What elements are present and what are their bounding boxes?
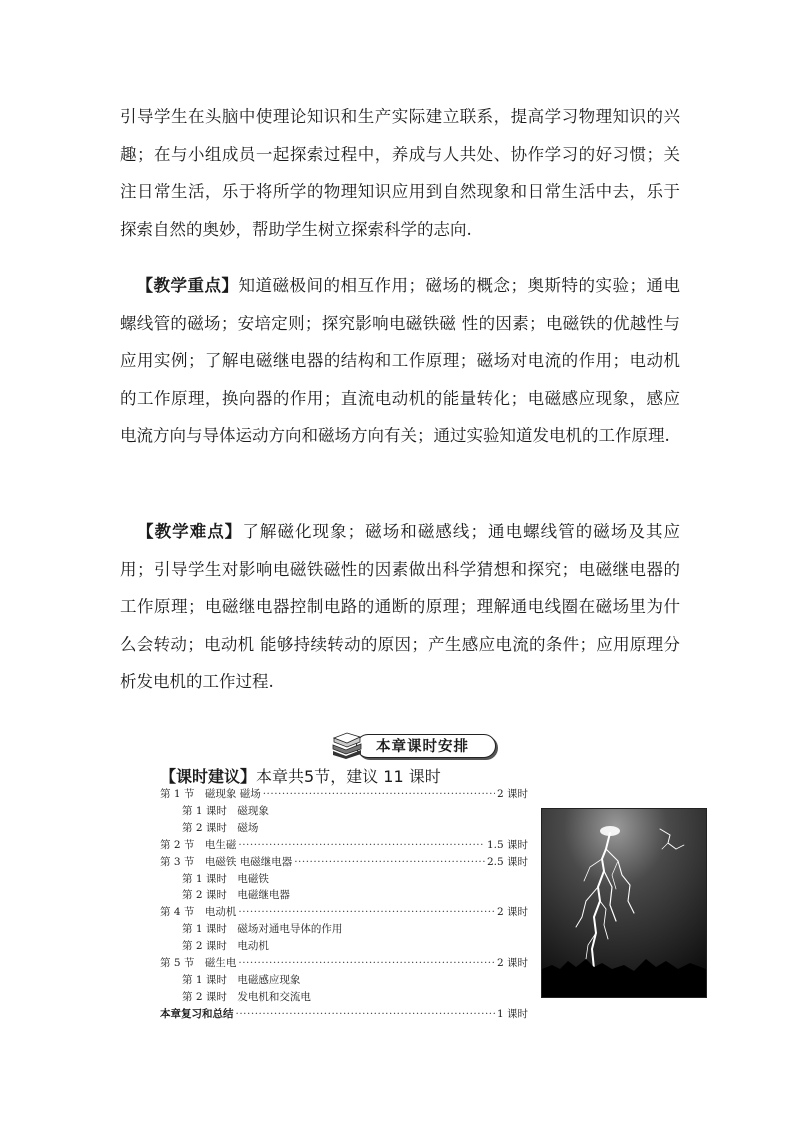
difficult-points-paragraph (120, 513, 680, 701)
schedule-summary (160, 1006, 528, 1023)
leader-dots (238, 904, 495, 921)
leader-dots (238, 837, 485, 854)
schedule-subitem (160, 871, 528, 888)
schedule-item-label: 第 2 课时 磁场 (182, 821, 259, 834)
section-banner (330, 731, 498, 759)
schedule-item-label: 第 1 课时 磁场对通电导体的作用 (182, 923, 343, 936)
schedule-heading (160, 764, 441, 787)
schedule-item (160, 904, 528, 921)
key-points-text: 知道磁极间的相互作用；磁场的概念；奥斯特的实验；通电螺线管的磁场；安培定则；探究影响电磁铁磁 性的因素；电磁铁的优越性与应用实例；了解电磁继电器的结构和工作原理；磁场对电流的作用；电动机的工作原理，换向器的作用；直流电动机的能量转化；电磁感应现象，感应电流方向与导体运动方向和磁场方向有关；通过实验知道发电机的工作原理. (120, 276, 680, 445)
schedule-item (160, 955, 528, 972)
schedule-item-label: 第 1 节 磁现象 磁场 (160, 788, 261, 800)
schedule-subitem (160, 921, 528, 938)
lightning-image (542, 809, 706, 997)
schedule-item-time: 2 课时 (496, 788, 528, 800)
schedule-item-label: 第 2 课时 电磁继电器 (182, 889, 290, 902)
schedule-item (160, 854, 528, 871)
leader-dots (236, 1006, 495, 1023)
schedule-item-time: 2 课时 (496, 957, 528, 970)
schedule-item-label: 第 2 课时 发电机和交流电 (182, 990, 311, 1003)
schedule-list (160, 786, 528, 1023)
key-points-paragraph (120, 267, 680, 455)
schedule-subitem (160, 989, 528, 1006)
lightning-photo (541, 808, 707, 998)
leader-dots (238, 955, 495, 972)
schedule-item-time: 2.5 课时 (486, 855, 528, 868)
schedule-item-label: 第 1 课时 电磁铁 (182, 872, 269, 885)
intro-paragraph: 引导学生在头脑中使理论知识和生产实际建立联系，提高学习物理知识的兴趣；在与小组成员一起探索过程中，养成与人共处、协作学习的好习惯；关注日常生活，乐于将所学的物理知识应用到自然现象和日常生活中去，乐于探索自然的奥妙，帮助学生树立探索科学的志向. (120, 107, 680, 239)
schedule-label: 【课时建议】 (160, 767, 257, 786)
schedule-subitem (160, 972, 528, 989)
schedule-item-time: 2 课时 (496, 906, 528, 919)
schedule-item-label: 第 2 节 电生磁 (160, 838, 237, 851)
schedule-subitem (160, 887, 528, 904)
schedule-item-time: 1.5 课时 (486, 838, 528, 851)
difficult-points-text: 了解磁化现象；磁场和磁感线；通电螺线管的磁场及其应用；引导学生对影响电磁铁磁性的因素做出科学猜想和探究；电磁继电器的工作原理；电磁继电器控制电路的通断的原理；理解通电线圈在磁场里为什么会转动；电动机 能够持续转动的原因；产生感应电流的条件；应用原理分析发电机的工作过程. (120, 522, 681, 691)
schedule-subitem (160, 820, 528, 837)
schedule-item (160, 837, 528, 854)
schedule-subitem (160, 803, 528, 820)
banner-title: 本章课时安排 (376, 739, 469, 755)
schedule-item (160, 786, 528, 803)
schedule-item-label: 第 1 课时 电磁感应现象 (182, 973, 301, 986)
schedule-text: 本章共5节，建议 11 课时 (256, 767, 441, 786)
schedule-subitem (160, 938, 528, 955)
summary-time: 1 课时 (496, 1007, 528, 1020)
schedule-item-label: 第 5 节 磁生电 (160, 957, 237, 970)
schedule-item-label: 第 4 节 电动机 (160, 906, 237, 919)
schedule-item-label: 第 3 节 电磁铁 电磁继电器 (160, 855, 293, 868)
schedule-item-label: 第 1 课时 磁现象 (182, 804, 269, 817)
leader-dots (263, 786, 495, 803)
summary-label: 本章复习和总结 (160, 1007, 234, 1020)
schedule-item-label: 第 2 课时 电动机 (182, 940, 269, 953)
key-points-label: 【教学重点】 (136, 276, 239, 295)
difficult-points-label: 【教学难点】 (136, 522, 243, 541)
book-stack-icon (330, 731, 364, 759)
leader-dots (294, 854, 485, 871)
